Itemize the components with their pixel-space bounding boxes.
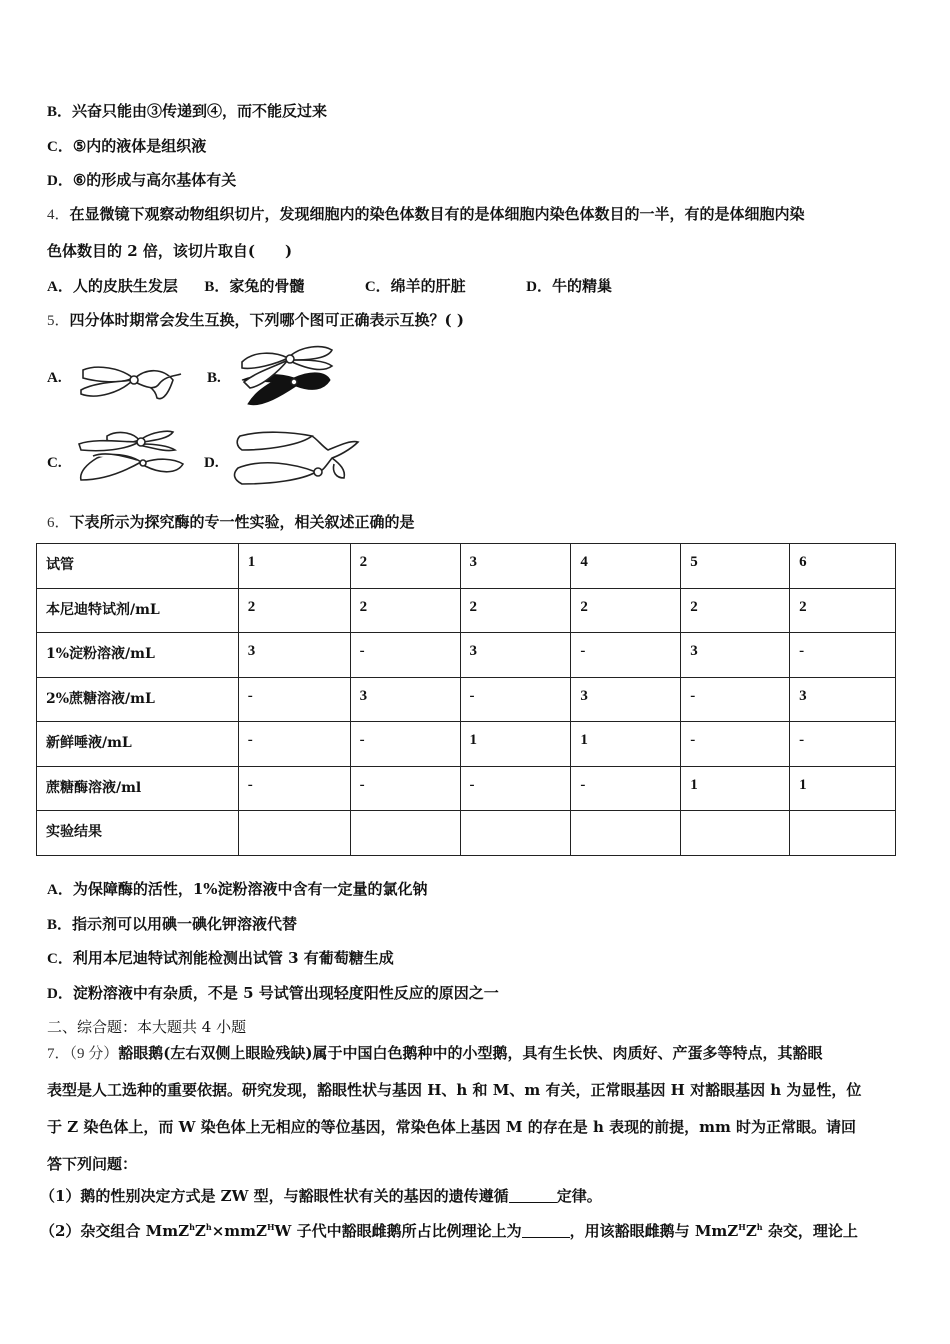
table-cell: 3 — [790, 677, 896, 722]
table-cell — [238, 811, 350, 856]
table-row-label: 新鲜唾液/mL — [37, 722, 239, 767]
q4-options — [47, 276, 612, 297]
q4-stem-line1: 4．在显微镜下观察动物组织切片，发现细胞内的染色体数目有的是体细胞内染色体数目的一半，有的是体细胞内染 — [47, 205, 805, 223]
table-row-label: 1%淀粉溶液/mL — [37, 633, 239, 678]
q6-option-b: B．指示剂可以用碘一碘化钾溶液代替 — [47, 915, 298, 933]
table-cell: 3 — [350, 677, 460, 722]
table-cell: 2 — [238, 588, 350, 633]
figure-label-c: C. — [47, 455, 62, 471]
figure-label-a: A. — [47, 370, 62, 386]
chromosome-pair-a-icon — [77, 358, 189, 406]
table-cell: - — [460, 766, 571, 811]
table-cell: - — [790, 633, 896, 678]
q6-option-a: A．为保障酶的活性，1%淀粉溶液中含有一定量的氯化钠 — [47, 880, 428, 898]
table-header-cell: 2 — [350, 544, 460, 589]
q4-option-d: D．牛的精巢 — [526, 277, 613, 295]
table-cell: 2 — [790, 588, 896, 633]
q7-sub2: （2）杂交组合 $MmZ^hZ^h\times mmZ^HW$ 子代中豁眼雌鹅所占比例理论上为 ，用该豁眼雌鹅与 $MmZ^HZ^h$ 杂交，理论上 — [40, 1222, 858, 1240]
table-cell: - — [681, 722, 790, 767]
answer-blank[interactable] — [522, 1223, 570, 1238]
table-cell: 2 — [350, 588, 460, 633]
table-cell: 2 — [681, 588, 790, 633]
q6-option-d: D．淀粉溶液中有杂质，不是 5 号试管出现轻度阳性反应的原因之一 — [47, 984, 499, 1002]
q7-line3: 于 Z 染色体上，而 W 染色体上无相应的等位基因，常染色体上基因 M 的存在是 h 表现的前提，mm 时为正常眼。请回 — [47, 1118, 857, 1136]
experiment-table — [36, 543, 896, 856]
q6-option-c: C．利用本尼迪特试剂能检测出试管 3 有葡萄糖生成 — [47, 949, 394, 967]
q7-line1: 7．（9 分）豁眼鹅(左右双侧上眼睑残缺)属于中国白色鹅种中的小型鹅，具有生长快、肉质好、产蛋多等特点，其豁眼 — [47, 1044, 823, 1062]
table-cell: 1 — [571, 722, 681, 767]
chromosome-pair-c-icon — [77, 428, 189, 484]
table-cell: 1 — [681, 766, 790, 811]
table-cell: - — [350, 722, 460, 767]
table-cell: 3 — [460, 633, 571, 678]
table-row-label: 2%蔗糖溶液/mL — [37, 677, 239, 722]
q4-option-c: C．绵羊的肝脏 — [364, 277, 466, 295]
table-header-cell: 6 — [790, 544, 896, 589]
table-row — [37, 588, 896, 633]
table-row — [37, 811, 896, 856]
table-cell: - — [238, 766, 350, 811]
table-cell: - — [238, 722, 350, 767]
q7-sub1: （1）鹅的性别决定方式是 ZW 型，与豁眼性状有关的基因的遗传遵循 定律。 — [40, 1187, 602, 1205]
q7-line4: 答下列问题： — [47, 1155, 138, 1173]
table-cell — [790, 811, 896, 856]
table-cell: - — [350, 766, 460, 811]
table-cell: - — [238, 677, 350, 722]
q3-option-b: B．兴奋只能由③传递到④，而不能反过来 — [47, 102, 328, 120]
table-header-cell: 1 — [238, 544, 350, 589]
q7-line2: 表型是人工选种的重要依据。研究发现，豁眼性状与基因 H、h 和 M、m 有关，正常眼基因 H 对豁眼基因 h 为显性，位 — [47, 1081, 862, 1099]
q4-option-b: B．家兔的骨髓 — [204, 277, 305, 295]
q5-stem: 5．四分体时期常会发生互换，下列哪个图可正确表示互换？( ) — [47, 311, 464, 329]
q6-stem: 6．下表所示为探究酶的专一性实验，相关叙述正确的是 — [47, 513, 415, 531]
table-row-label: 蔗糖酶溶液/ml — [37, 766, 239, 811]
table-cell: 3 — [238, 633, 350, 678]
table-header-row — [37, 544, 896, 589]
table-header-cell: 试管 — [37, 544, 239, 589]
q4-stem-line2: 色体数目的 2 倍，该切片取自( ) — [47, 242, 293, 260]
chromosome-pair-b-icon — [242, 347, 332, 405]
table-header-cell: 5 — [681, 544, 790, 589]
table-row-label: 本尼迪特试剂/mL — [37, 588, 239, 633]
chromosome-pair-d-icon — [232, 428, 367, 488]
table-cell: 1 — [460, 722, 571, 767]
table-cell: 3 — [681, 633, 790, 678]
table-cell: - — [460, 677, 571, 722]
section-heading: 二、综合题：本大题共 4 小题 — [47, 1018, 247, 1036]
table-cell: - — [571, 633, 681, 678]
q4-option-a: A．人的皮肤生发层 — [47, 277, 178, 295]
table-row — [37, 633, 896, 678]
table-row — [37, 677, 896, 722]
table-cell: 1 — [790, 766, 896, 811]
table-cell: 2 — [571, 588, 681, 633]
answer-blank[interactable] — [509, 1188, 557, 1203]
table-header-cell: 3 — [460, 544, 571, 589]
table-row — [37, 722, 896, 767]
figure-label-b: B. — [207, 370, 221, 386]
table-row-label: 实验结果 — [37, 811, 239, 856]
figure-label-d: D. — [204, 455, 219, 471]
table-cell — [350, 811, 460, 856]
table-cell — [460, 811, 571, 856]
table-cell: - — [681, 677, 790, 722]
q3-option-d: D．⑥的形成与高尔基体有关 — [47, 171, 237, 189]
table-cell — [681, 811, 790, 856]
table-cell: - — [350, 633, 460, 678]
table-cell: 3 — [571, 677, 681, 722]
table-row — [37, 766, 896, 811]
table-cell: - — [571, 766, 681, 811]
table-cell — [571, 811, 681, 856]
table-cell: - — [790, 722, 896, 767]
q5-figures — [47, 340, 387, 500]
q3-option-c: C．⑤内的液体是组织液 — [47, 137, 207, 155]
table-header-cell: 4 — [571, 544, 681, 589]
table-cell: 2 — [460, 588, 571, 633]
